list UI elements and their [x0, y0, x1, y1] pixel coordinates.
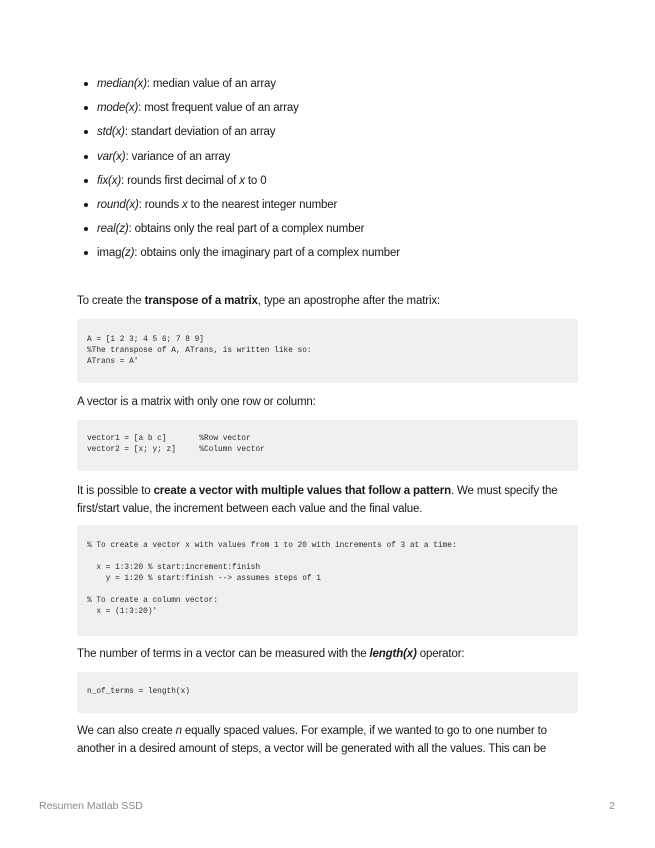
function-name: imag [97, 247, 122, 260]
code-line: A = [1 2 3; 4 5 6; 7 8 9] [87, 336, 204, 344]
function-arg: (z) [121, 247, 135, 260]
variable-name: x [182, 198, 188, 211]
variable-name: x [239, 174, 245, 187]
code-line [87, 552, 568, 563]
bullet-dot [84, 179, 88, 183]
text-run: first/start value, the increment between each value and the final value. [77, 503, 423, 515]
length-paragraph [77, 645, 577, 663]
bullet-dot [84, 82, 88, 86]
code-line: y = 1:20 % start:finish --> assumes steps of 1 [87, 575, 321, 583]
bullet-dot [84, 130, 88, 134]
function-description: : obtains only the imaginary part of a complex number [134, 247, 400, 260]
function-description: : most frequent value of an array [138, 102, 299, 115]
function-description: : rounds first decimal of [121, 174, 240, 187]
footer-title: Resumen Matlab SSD [39, 800, 143, 812]
code-block-length [77, 672, 578, 713]
italic-term: n [175, 725, 182, 737]
text-run: It is possible to [77, 485, 154, 497]
function-name: var(x) [97, 150, 126, 163]
text-run: To create the [77, 295, 145, 307]
list-item [77, 173, 577, 197]
text-run: The number of terms in a vector can be measured with the [77, 648, 370, 660]
vector-paragraph: A vector is a matrix with only one row or column: [77, 396, 316, 408]
code-line [87, 585, 568, 596]
code-line: ATrans = A' [87, 358, 139, 366]
list-item [77, 124, 577, 148]
code-block-vector [77, 420, 578, 471]
function-description: : standart deviation of an array [124, 126, 276, 139]
code-line: x = (1:3:20)' [87, 608, 158, 616]
function-name: real(z) [97, 223, 129, 236]
page-number: 2 [609, 800, 615, 812]
function-name: std(x) [97, 126, 125, 139]
function-description: : obtains only the real part of a complex number [128, 223, 365, 236]
function-name: median(x) [97, 78, 147, 90]
code-line: vector1 = [a b c] %Row vector [87, 435, 251, 443]
bullet-dot [84, 251, 88, 255]
bold-term: create a vector with multiple values that follow a pattern [153, 485, 451, 497]
function-description-end: to the nearest integer number [187, 198, 338, 211]
function-description: : median value of an array [146, 78, 276, 90]
pattern-paragraph [77, 482, 577, 518]
text-run: . We must specify the [450, 485, 558, 497]
function-description-end: to 0 [244, 174, 267, 187]
bold-italic-term: length(x) [369, 648, 417, 660]
list-item [77, 197, 577, 221]
code-line: n_of_terms = length(x) [87, 688, 190, 696]
bullet-dot [84, 203, 88, 207]
function-description: : variance of an array [125, 150, 231, 163]
code-line: vector2 = [x; y; z] %Column vector [87, 446, 265, 454]
text-run: operator: [416, 648, 465, 660]
code-block-transpose [77, 319, 578, 383]
list-item [77, 221, 577, 245]
text-run: equally spaced values. For example, if we wanted to go to one number to [181, 725, 547, 737]
code-line: % To create a vector x with values from 1 to 20 with increments of 3 at a time: [87, 542, 457, 550]
transpose-paragraph [77, 292, 577, 310]
code-line: x = 1:3:20 % start:increment:finish [87, 564, 261, 572]
code-line: %The transpose of A, ATrans, is written like so: [87, 347, 312, 355]
function-name: fix(x) [97, 174, 122, 187]
code-line: % To create a column vector: [87, 597, 219, 605]
text-run: , type an apostrophe after the matrix: [257, 295, 441, 307]
bold-term: transpose of a matrix [144, 295, 258, 307]
text-run: We can also create [77, 725, 176, 737]
function-name: mode(x) [97, 102, 139, 115]
list-item [77, 76, 577, 100]
spaced-paragraph [77, 722, 577, 758]
bullet-dot [84, 227, 88, 231]
list-item [77, 245, 577, 269]
list-item [77, 149, 577, 173]
code-block-pattern [77, 525, 578, 636]
function-list [77, 76, 577, 270]
function-name: round(x) [97, 198, 139, 211]
function-description: : rounds [138, 198, 183, 211]
bullet-dot [84, 155, 88, 159]
text-run: another in a desired amount of steps, a vector will be generated with all the values. This can be [77, 743, 547, 755]
bullet-dot [84, 106, 88, 110]
list-item [77, 100, 577, 124]
